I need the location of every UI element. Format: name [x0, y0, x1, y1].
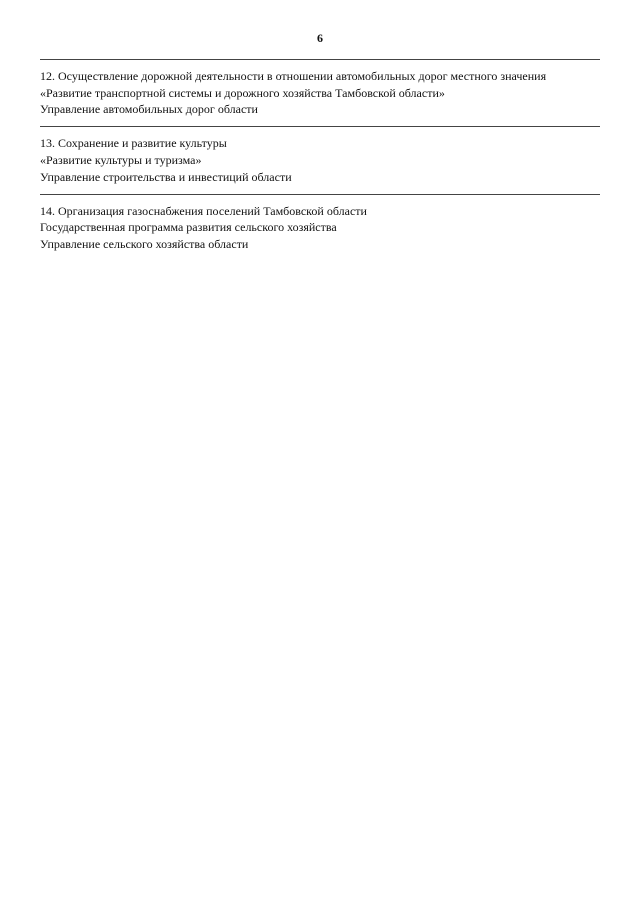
page-number: 6 — [317, 31, 323, 45]
row-name: 13. Сохранение и развитие культуры — [40, 136, 227, 151]
table-row — [40, 194, 600, 261]
table-row — [40, 59, 600, 126]
row-program: «Развитие транспортной системы и дорожного хозяйства Тамбовской области» — [40, 85, 445, 100]
row-name: 12. Осуществление дорожной деятельности в отношении автомобильных дорог местного значения — [40, 68, 547, 83]
row-program: «Развитие культуры и туризма» — [40, 152, 202, 167]
row-responsible: Управление сельского хозяйства области — [40, 237, 249, 252]
page — [0, 0, 640, 291]
row-responsible: Управление строительства и инвестиций области — [40, 169, 292, 184]
row-responsible: Управление автомобильных дорог области — [40, 102, 258, 117]
row-name: 14. Организация газоснабжения поселений Тамбовской области — [40, 203, 367, 218]
row-program: Государственная программа развития сельского хозяйства — [40, 220, 337, 235]
table-row — [40, 126, 600, 193]
